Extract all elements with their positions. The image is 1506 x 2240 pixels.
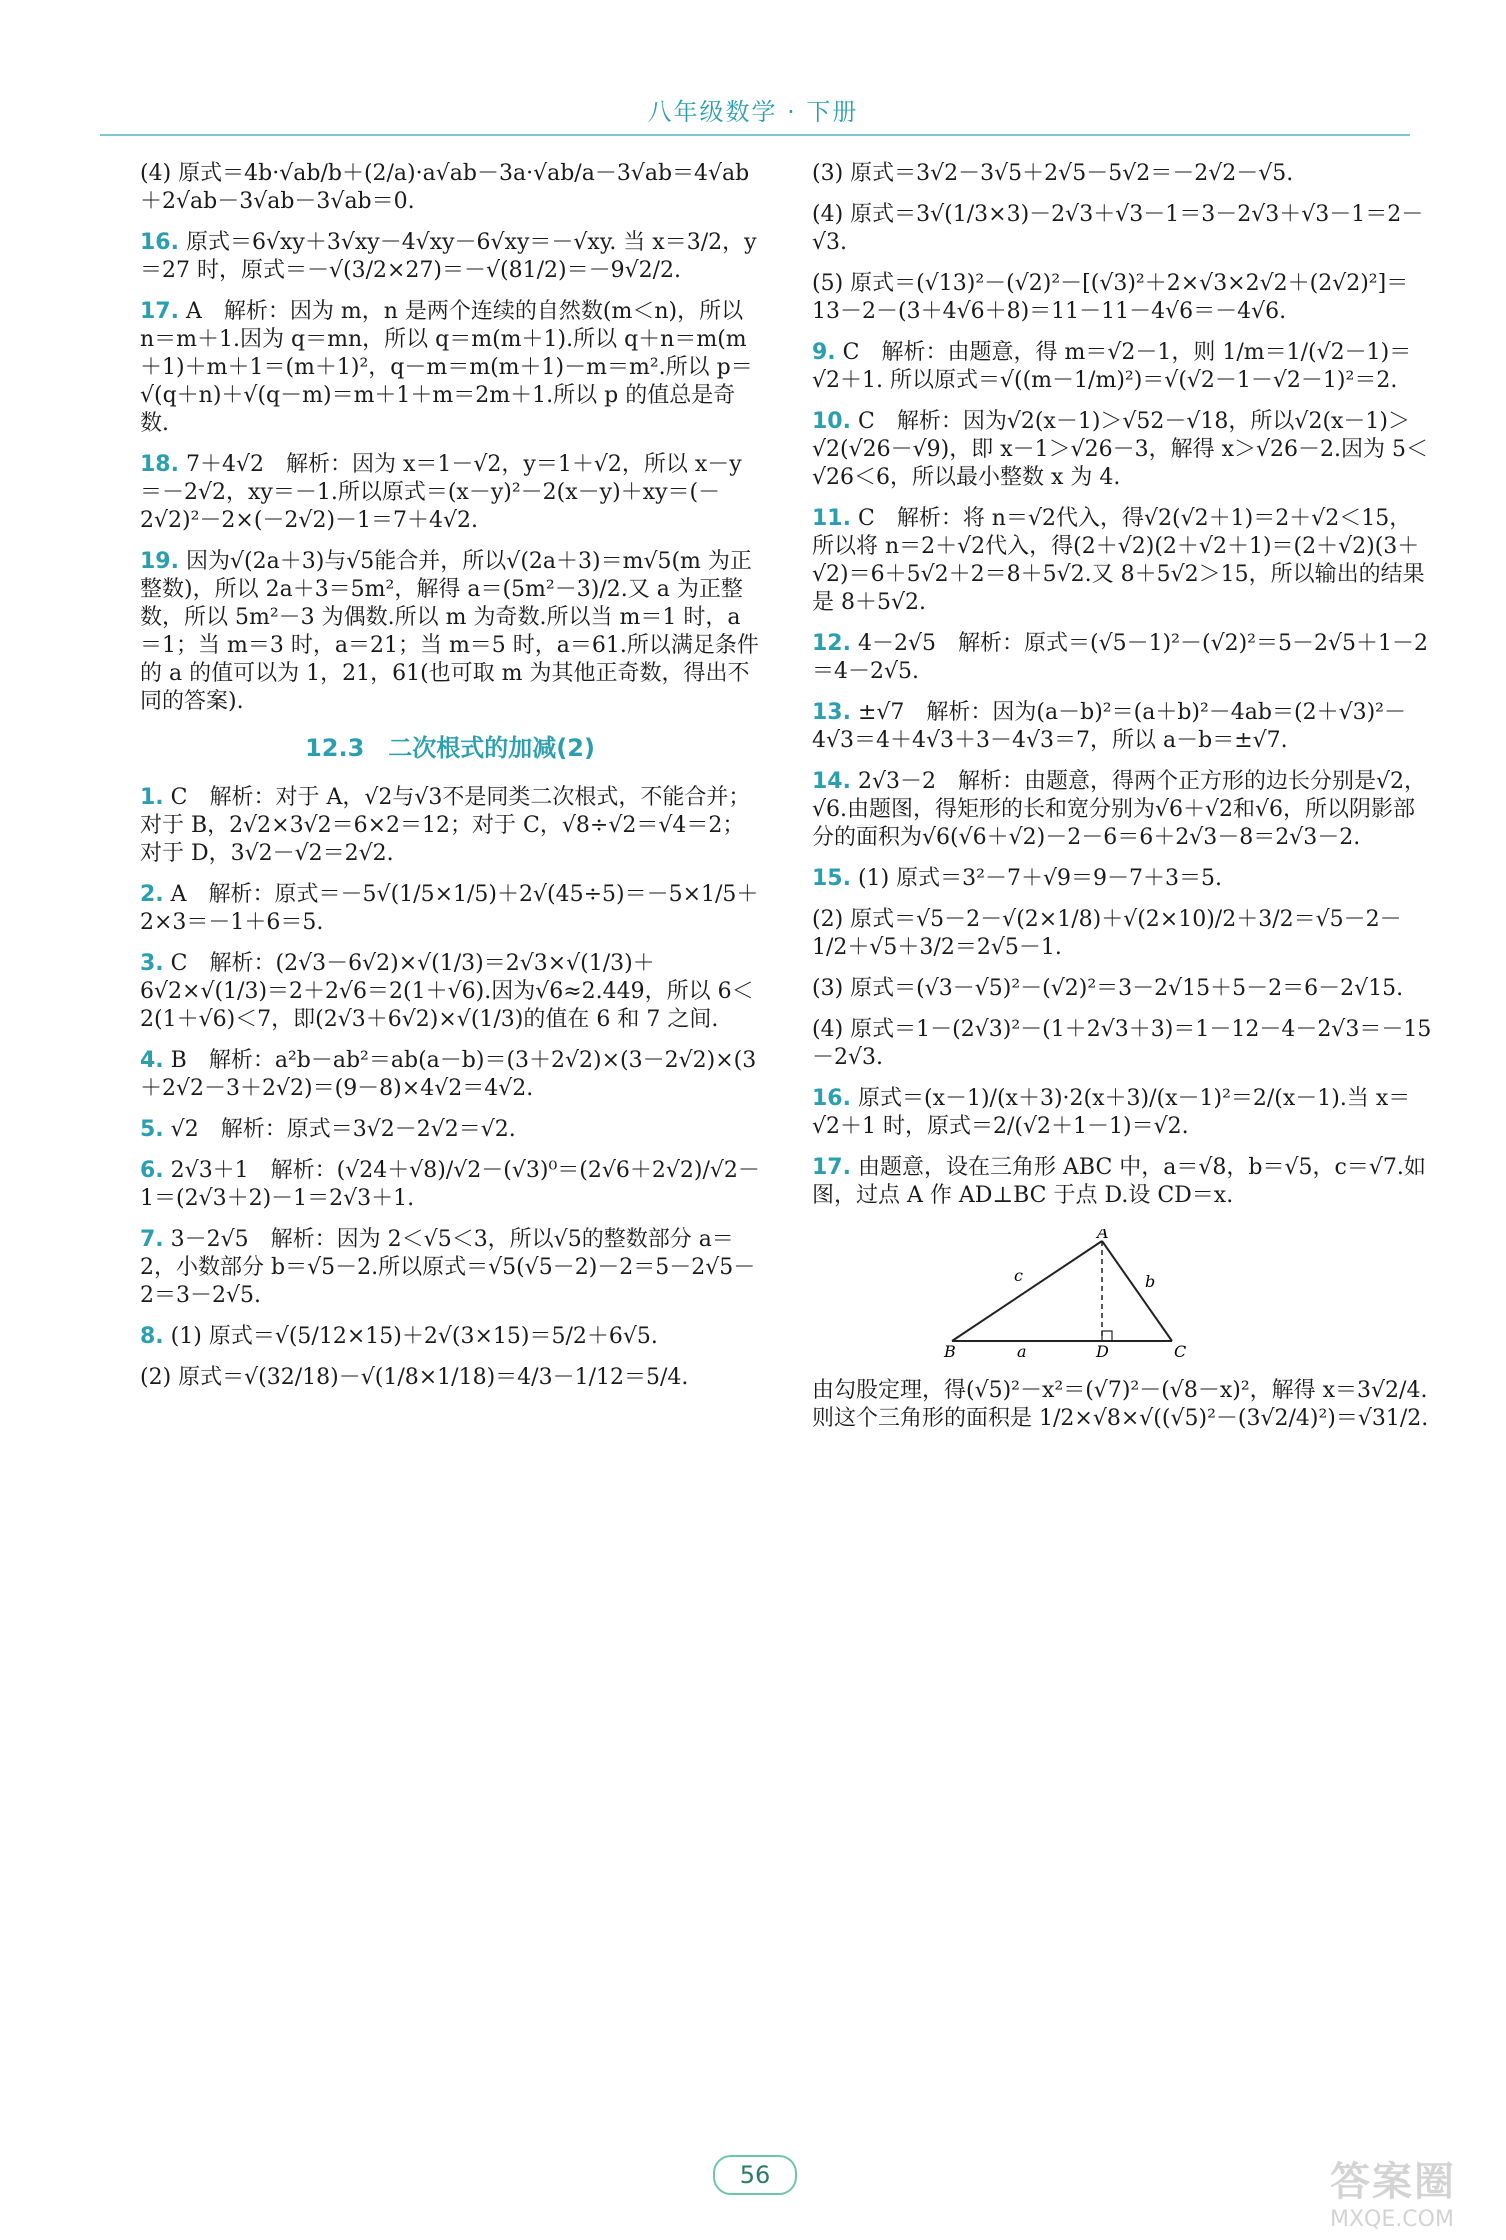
answer-item: 19. 因为√(2a＋3)与√5能合并，所以√(2a＋3)＝m√5(m 为正整数)，所以 2a＋3＝5m²，解得 a＝(5m²－3)/2.又 a 为正整数，所以 5m²－3 为偶数.所以 m 为奇数.所以当 m＝1 时，a＝1；当 m＝3 时，a＝21；当 m＝5 时，a＝61.所以满足条件的 a 的值可以为 1，21，61(也可取 m 为其他正奇数，得出不同的答案).: [140, 549, 759, 714]
answer-item: 4. B 解析：a²b－ab²＝ab(a－b)＝(3＋2√2)×(3－2√2)×(3＋2√2－3＋2√2)＝(9－8)×4√2＝4√2.: [140, 1048, 757, 1101]
answer-item: 16. 原式＝(x－1)/(x＋3)·2(x＋3)/(x－1)²＝2/(x－1).当 x＝√2＋1 时，原式＝2/(√2＋1－1)＝√2.: [812, 1086, 1411, 1139]
header-rule: [100, 134, 1410, 136]
answer-item: (2) 原式＝√5－2－√(2×1/8)＋√(2×10)/2＋3/2＝√5－2－1/2＋√5＋3/2＝2√5－1.: [812, 907, 1402, 960]
answer-item: 5. √2 解析：原式＝3√2－2√2＝√2.: [140, 1117, 516, 1142]
answer-item: 2. A 解析：原式＝－5√(1/5×1/5)＋2√(45÷5)＝－5×1/5＋2×3＝－1＋6＝5.: [140, 882, 759, 935]
answer-item: 15. (1) 原式＝3²－7＋√9＝9－7＋3＝5.: [812, 866, 1222, 891]
label-D: D: [1096, 1342, 1109, 1359]
side-b: [1102, 1241, 1172, 1341]
page-number: 56: [713, 2155, 797, 2195]
watermark-url: MXQE.COM: [1330, 2207, 1454, 2232]
answer-item: 3. C 解析：(2√3－6√2)×√(1/3)＝2√3×√(1/3)＋6√2×√(1/3)＝2＋2√6＝2(1＋√6).因为√6≈2.449，所以 6＜2(1＋√6)＜7，即(2√3＋6√2)×√(1/3)的值在 6 和 7 之间.: [140, 951, 754, 1032]
answer-item: 7. 3－2√5 解析：因为 2＜√5＜3，所以√5的整数部分 a＝2，小数部分 b＝√5－2.所以原式＝√5(√5－2)－2＝5－2√5－2＝3－2√5.: [140, 1227, 756, 1308]
answer-item: (5) 原式＝(√13)²－(√2)²－[(√3)²＋2×√3×2√2＋(2√2)²]＝13－2－(3＋4√6＋8)＝11－11－4√6＝－4√6.: [812, 271, 1409, 324]
watermark-text: 答案圈: [1330, 2159, 1456, 2205]
answer-item: 6. 2√3＋1 解析：(√24＋√8)/√2－(√3)⁰＝(2√6＋2√2)/√2－1＝(2√3＋2)－1＝2√3＋1.: [140, 1158, 760, 1211]
label-b: b: [1145, 1272, 1156, 1291]
label-C: C: [1174, 1342, 1187, 1359]
answer-item: 11. C 解析：将 n＝√2代入，得√2(√2＋1)＝2＋√2＜15，所以将 n＝2＋√2代入，得(2＋√2)(2＋√2＋1)＝(2＋√2)(3＋√2)＝6＋5√2＋2＝8＋5√2.又 8＋5√2＞15，所以输出的结果是 8＋5√2.: [812, 506, 1425, 615]
answer-item: 17. 由题意，设在三角形 ABC 中，a＝√8，b＝√5，c＝√7.如图，过点 A 作 AD⊥BC 于点 D.设 CD＝x.: [812, 1155, 1426, 1208]
answer-item: (4) 原式＝3√(1/3×3)－2√3＋√3－1＝3－2√3＋√3－1＝2－√3.: [812, 202, 1424, 255]
answer-item: (2) 原式＝√(32/18)－√(1/8×1/18)＝4/3－1/12＝5/4.: [140, 1365, 689, 1390]
label-c: c: [1014, 1266, 1023, 1285]
answer-item: 16. 原式＝6√xy＋3√xy－4√xy－6√xy＝－√xy. 当 x＝3/2，y＝27 时，原式＝－√(3/2×27)＝－√(81/2)＝－9√2/2.: [140, 230, 757, 283]
right-column: [812, 160, 1432, 1446]
page-header: 八年级数学 · 下册: [647, 98, 859, 126]
label-a: a: [1017, 1342, 1027, 1359]
triangle-figure: [942, 1229, 1202, 1359]
answer-item: (4) 原式＝4b·√ab/b＋(2/a)·a√ab－3a·√ab/a－3√ab＝4√ab＋2√ab－3√ab－3√ab＝0.: [140, 161, 750, 214]
right-angle-mark: [1102, 1331, 1112, 1341]
answer-item: (3) 原式＝(√3－√5)²－(√2)²＝3－2√15＋5－2＝6－2√15.: [812, 976, 1404, 1001]
answer-item: 1. C 解析：对于 A，√2与√3不是同类二次根式，不能合并；对于 B，2√2×3√2＝6×2＝12；对于 C，√8÷√2＝√4＝2；对于 D，3√2－√2＝2√2.: [140, 785, 751, 866]
label-B: B: [944, 1342, 956, 1359]
answer-item: 17. A 解析：因为 m，n 是两个连续的自然数(m＜n)，所以 n＝m＋1.因为 q＝mn，所以 q＝m(m＋1).所以 q＋n＝m(m＋1)＋m＋1＝(m＋1)²，q－m＝m(m＋1)－m＝m².所以 p＝√(q＋n)＋√(q－m)＝m＋1＋m＝2m＋1.所以 p 的值总是奇数.: [140, 299, 753, 436]
answer-item: 18. 7＋4√2 解析：因为 x＝1－√2，y＝1＋√2，所以 x－y＝－2√2，xy＝－1.所以原式＝(x－y)²－2(x－y)＋xy＝(－2√2)²－2×(－2√2)－1＝7＋4√2.: [140, 452, 742, 533]
watermark-logo: [1330, 2150, 1480, 2230]
label-A: A: [1097, 1229, 1109, 1242]
answer-item: 9. C 解析：由题意，得 m＝√2－1，则 1/m＝1/(√2－1)＝√2＋1. 所以原式＝√((m－1/m)²)＝√(√2－1－√2－1)²＝2.: [812, 340, 1412, 393]
answer-item: 8. (1) 原式＝√(5/12×15)＋2√(3×15)＝5/2＋6√5.: [140, 1324, 658, 1349]
answer-item: 13. ±√7 解析：因为(a－b)²＝(a＋b)²－4ab＝(2＋√3)²－4√3＝4＋4√3＋3－4√3＝7，所以 a－b＝±√7.: [812, 700, 1406, 753]
answer-item: 12. 4－2√5 解析：原式＝(√5－1)²－(√2)²＝5－2√5＋1－2＝4－2√5.: [812, 631, 1428, 684]
left-column: [140, 160, 760, 1405]
answer-item: 10. C 解析：因为√2(x－1)＞√52－√18，所以√2(x－1)＞√2(√26－√9)，即 x－1＞√26－3，解得 x＞√26－2.因为 5＜√26＜6，所以最小整数 x 为 4.: [812, 409, 1429, 490]
side-c: [952, 1241, 1102, 1341]
answer-item: (3) 原式＝3√2－3√5＋2√5－5√2＝－2√2－√5.: [812, 161, 1294, 186]
answer-item-tail: 由勾股定理，得(√5)²－x²＝(√7)²－(√8－x)²，解得 x＝3√2/4.则这个三角形的面积是 1/2×√8×√((√5)²－(3√2/4)²)＝√31/2.: [812, 1378, 1429, 1431]
section-title: 12.3 二次根式的加减(2): [305, 734, 595, 762]
answer-item: 14. 2√3－2 解析：由题意，得两个正方形的边长分别是√2，√6.由题图，得矩形的长和宽分别为√6＋√2和√6，所以阴影部分的面积为√6(√6＋√2)－2－6＝6＋2√3－8＝2√3－2.: [812, 769, 1427, 850]
answer-item: (4) 原式＝1－(2√3)²－(1＋2√3＋3)＝1－12－4－2√3＝－15－2√3.: [812, 1017, 1432, 1070]
